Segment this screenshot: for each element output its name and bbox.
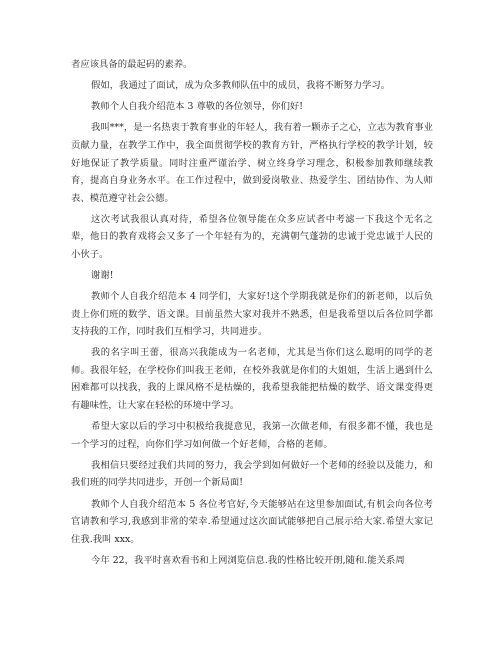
paragraph: 今年 22，我平时喜欢看书和上网浏览信息.我的性格比较开朗,随和.能关系周 <box>91 554 405 566</box>
paragraph: 谢谢! <box>91 269 114 281</box>
section-heading: 教师个人自我介绍范本 5 各位考官好,今天能够站在这里参加面试,有机会向各位考官请教和学习,我感到非常的荣幸.希望通过这次面试能够把自己展示给大家.希望大家记住我.我叫 xxx。 <box>71 498 433 545</box>
paragraph: 希望大家以后的学习中积极给我提意见，我第一次做老师，有很多都不懂，我也是一个学习的过程，向你们学习如何做一个好老师，合格的老师。 <box>71 421 433 450</box>
section-heading: 教师个人自我介绍范本 3 尊敬的各位领导，你们好! <box>91 101 304 113</box>
paragraph: 这次考试我很认真对待，希望各位领导能在众多应试者中考滤一下我这个无名之辈，他日的教育戏将会又多了一个年轻有为的，充满朝气蓬勃的忠诚于党忠诚于人民的小伙子。 <box>71 213 433 260</box>
section-heading: 教师个人自我介绍范本 4 同学们，大家好!这个学期我就是你们的新老师，以后负责上你们班的数学、语文课。目前虽然大家对我并不熟悉，但是我希望以后各位同学都支持我的工作，同时我们互相学习，共同进步。 <box>71 291 433 338</box>
paragraph: 者应该具备的最起码的素养。 <box>71 59 193 70</box>
paragraph: 我叫***，是一名热衷于教育事业的年轻人，我有着一颗赤子之心，立志为教育事业贡献力量，在教学工作中，我全面贯彻学校的教育方针，严格执行学校的教学计划，较好地保证了教学质量。同时注重严谨治学、树立终身学习理念，积极参加教师继续教育，提高自身业务水平。在工作过程中，做到爱岗敬业、热爱学生、团结协作、为人师表、模范遵守社会公德。 <box>71 122 433 204</box>
document-body <box>71 56 433 573</box>
paragraph: 假如，我通过了面试，成为众多教师队伍中的成员，我将不断努力学习。 <box>91 80 391 92</box>
paragraph: 我的名字叫王蕾，很高兴我能成为一名老师，尤其是当你们这么聪明的同学的老师。我很年轻，在学校你们叫我王老师，在校外我就是你们的大姐姐，生活上遇到什么困难都可以找我，我的上课风格不是枯燥的，我希望我能把枯燥的数学、语文课变得更有趣味性，让大家在轻松的环境中学习。 <box>71 347 433 411</box>
paragraph: 我相信只要经过我们共同的努力，我会学到如何做好一个老师的经验以及能力，和我们班的同学共同进步，开创一个新局面! <box>71 459 433 489</box>
